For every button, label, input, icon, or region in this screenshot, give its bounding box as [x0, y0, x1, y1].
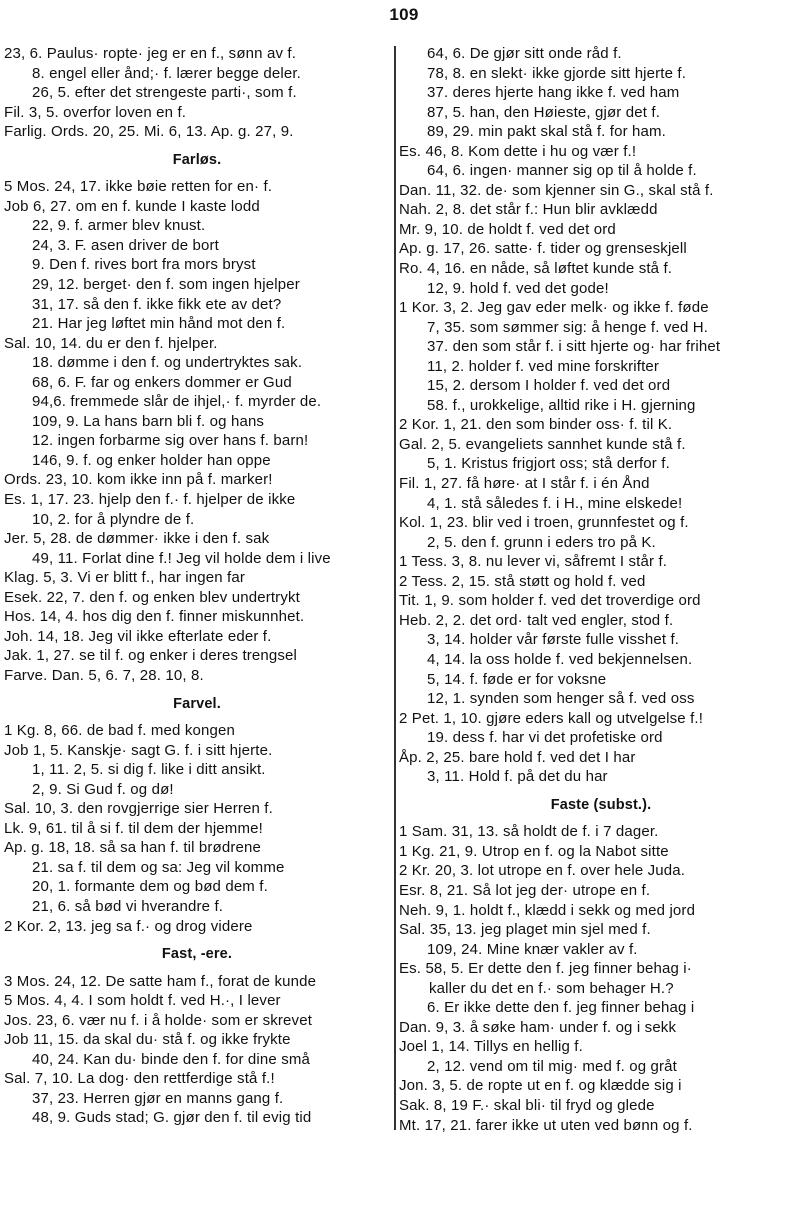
- entry-line: Esek. 22, 7. den f. og enken blev undertrykt: [4, 588, 300, 606]
- entry-line: 3, 11. Hold f. på det du har: [427, 768, 608, 786]
- entry-line: Ap. g. 18, 18. så sa han f. til brødrene: [4, 839, 261, 857]
- entry-line: 8. engel eller ånd;· f. lærer begge deler.: [32, 64, 301, 82]
- entry-line: Esr. 8, 21. Så lot jeg der· utrope en f.: [399, 881, 651, 899]
- entry-line: 4, 14. la oss holde f. ved bekjennelsen.: [427, 650, 693, 668]
- entry-line: 1 Tess. 3, 8. nu lever vi, såfremt I står f.: [399, 553, 668, 571]
- entry-line: 1 Kor. 3, 2. Jeg gav eder melk· og ikke f. føde: [399, 299, 709, 317]
- entry-line: 5 Mos. 4, 4. I som holdt f. ved H.·, I lever: [4, 992, 281, 1010]
- entry-line: 31, 17. så den f. ikke fikk ete av det?: [32, 295, 282, 313]
- entry-line: Tit. 1, 9. som holder f. ved det troverdige ord: [399, 592, 701, 610]
- entry-line: Job 11, 15. da skal du· stå f. og ikke frykte: [4, 1031, 291, 1049]
- entry-line: 40, 24. Kan du· binde den f. for dine små: [32, 1050, 310, 1068]
- entry-line: 12, 9. hold f. ved det gode!: [427, 279, 609, 297]
- entry-line: 21. sa f. til dem og sa: Jeg vil komme: [32, 858, 285, 876]
- section-heading: Farløs.: [172, 151, 222, 168]
- entry-line: Jos. 23, 6. vær nu f. i å holde· som er skrevet: [4, 1011, 313, 1029]
- entry-line: Farlig. Ords. 20, 25. Mi. 6, 13. Ap. g. 27, 9.: [4, 123, 294, 141]
- section-heading: Faste (subst.).: [550, 796, 652, 813]
- entry-line: 37. den som står f. i sitt hjerte og· har frihet: [427, 338, 721, 356]
- entry-line: 68, 6. F. far og enkers dommer er Gud: [32, 373, 292, 391]
- entry-line: 3 Mos. 24, 12. De satte ham f., forat de kunde: [4, 972, 317, 990]
- entry-line: Sal. 10, 3. den rovgjerrige sier Herren f.: [4, 800, 273, 818]
- entry-line: Fil. 3, 5. overfor loven en f.: [4, 103, 187, 121]
- entry-line: 24, 3. F. asen driver de bort: [32, 236, 219, 254]
- entry-line: Ro. 4, 16. en nåde, så løftet kunde stå f.: [399, 260, 673, 278]
- entry-line: Job 1, 5. Kanskje· sagt G. f. i sitt hjerte.: [4, 741, 273, 759]
- entry-line: 26, 5. efter det strengeste parti·, som f.: [32, 84, 297, 102]
- entry-line: Es. 58, 5. Er dette den f. jeg finner behag i·: [399, 960, 692, 978]
- entry-line: Mr. 9, 10. de holdt f. ved det ord: [399, 220, 616, 238]
- entry-line: 94,6. fremmede slår de ihjel,· f. myrder de.: [32, 393, 322, 411]
- entry-line: Es. 1, 17. 23. hjelp den f.· f. hjelper de ikke: [4, 491, 296, 509]
- entry-line: Dan. 11, 32. de· som kjenner sin G., skal stå f.: [399, 181, 714, 199]
- entry-line: 37, 23. Herren gjør en manns gang f.: [32, 1089, 284, 1107]
- entry-line: Sal. 7, 10. La dog· den rettferdige stå f.!: [4, 1070, 275, 1088]
- entry-line: 89, 29. min pakt skal stå f. for ham.: [427, 123, 666, 141]
- entry-line: Joh. 14, 18. Jeg vil ikke efterlate eder f.: [4, 627, 272, 645]
- entry-line: Ords. 23, 10. kom ikke inn på f. marker!: [4, 471, 273, 489]
- entry-line: 2 Tess. 2, 15. stå støtt og hold f. ved: [399, 572, 646, 590]
- entry-line: 18. dømme i den f. og undertryktes sak.: [32, 354, 303, 372]
- entry-line: 21, 6. så bød vi hverandre f.: [32, 897, 224, 915]
- entry-line: 15, 2. dersom I holder f. ved det ord: [427, 377, 671, 395]
- entry-line: 4, 1. stå således f. i H., mine elskede!: [427, 494, 683, 512]
- entry-line: kaller du det en f.· som behager H.?: [429, 979, 674, 997]
- entry-line: Gal. 2, 5. evangeliets sannhet kunde stå f.: [399, 435, 686, 453]
- entry-line: 3, 14. holder vår første fulle visshet f.: [427, 631, 680, 649]
- entry-line: 22, 9. f. armer blev knust.: [32, 217, 206, 235]
- entry-line: Jak. 1, 27. se til f. og enker i deres trengsel: [4, 647, 298, 665]
- entry-line: 87, 5. han, den Høieste, gjør det f.: [427, 103, 661, 121]
- entry-line: Dan. 9, 3. å søke ham· under f. og i sekk: [399, 1018, 677, 1036]
- entry-line: 1, 11. 2, 5. si dig f. like i ditt ansikt.: [32, 761, 266, 779]
- entry-line: 7, 35. som sømmer sig: å henge f. ved H.: [427, 318, 709, 336]
- entry-line: 78, 8. en slekt· ikke gjorde sitt hjerte f.: [427, 64, 687, 82]
- entry-line: Job 6, 27. om en f. kunde I kaste lodd: [4, 197, 260, 215]
- entry-line: 5, 14. f. føde er for voksne: [427, 670, 607, 688]
- entry-line: Heb. 2, 2. det ord· talt ved engler, stod f.: [399, 611, 674, 629]
- entry-line: Mt. 17, 21. farer ikke ut uten ved bønn og f.: [399, 1116, 693, 1134]
- column-divider: [394, 46, 396, 1130]
- entry-line: Lk. 9, 61. til å si f. til dem der hjemme!: [4, 819, 263, 837]
- entry-line: 2, 12. vend om til mig· med f. og gråt: [427, 1057, 677, 1075]
- entry-line: 20, 1. formante dem og bød dem f.: [32, 878, 268, 896]
- entry-line: 1 Kg. 8, 66. de bad f. med kongen: [4, 722, 235, 740]
- section-heading: Farvel.: [173, 695, 221, 712]
- entry-line: 48, 9. Guds stad; G. gjør den f. til evig tid: [32, 1109, 312, 1127]
- entry-line: 64, 6. ingen· manner sig op til å holde f.: [427, 162, 697, 180]
- entry-line: 146, 9. f. og enker holder han oppe: [32, 451, 271, 469]
- entry-line: Neh. 9, 1. holdt f., klædd i sekk og med jord: [399, 901, 696, 919]
- entry-line: Sal. 10, 14. du er den f. hjelper.: [4, 334, 218, 352]
- entry-line: Fil. 1, 27. få høre· at I står f. i én Ånd: [399, 475, 650, 493]
- entry-line: 6. Er ikke dette den f. jeg finner behag i: [427, 999, 695, 1017]
- entry-line: 109, 9. La hans barn bli f. og hans: [32, 412, 265, 430]
- entry-line: 10, 2. for å plyndre de f.: [32, 510, 195, 528]
- entry-line: Sak. 8, 19 F.· skal bli· til fryd og glede: [399, 1096, 655, 1114]
- entry-line: Joel 1, 14. Tillys en hellig f.: [399, 1038, 583, 1056]
- entry-line: 58. f., urokkelige, alltid rike i H. gjerning: [427, 396, 696, 414]
- entry-line: 23, 6. Paulus· ropte· jeg er en f., sønn av f.: [4, 45, 297, 62]
- entry-line: Åp. 2, 25. bare hold f. ved det I har: [399, 748, 636, 766]
- page-number: 109: [389, 5, 419, 24]
- entry-line: 12, 1. synden som henger så f. ved oss: [427, 690, 695, 708]
- entry-line: Jer. 5, 28. de dømmer· ikke i den f. sak: [4, 530, 270, 548]
- entry-line: 1 Kg. 21, 9. Utrop en f. og la Nabot sitte: [399, 842, 669, 860]
- entry-line: Jon. 3, 5. de ropte ut en f. og klædde sig i: [399, 1077, 682, 1095]
- entry-line: 1 Sam. 31, 13. så holdt de f. i 7 dager.: [399, 823, 659, 841]
- entry-line: 5 Mos. 24, 17. ikke bøie retten for en· f.: [4, 178, 273, 196]
- entry-line: 49, 11. Forlat dine f.! Jeg vil holde dem i live: [32, 549, 331, 567]
- entry-line: 2 Kor. 1, 21. den som binder oss· f. til K.: [399, 416, 673, 434]
- entry-line: Hos. 14, 4. hos dig den f. finner miskunnhet.: [4, 608, 305, 626]
- entry-line: Es. 46, 8. Kom dette i hu og vær f.!: [399, 142, 637, 160]
- entry-line: 64, 6. De gjør sitt onde råd f.: [427, 45, 622, 62]
- entry-line: 5, 1. Kristus frigjort oss; stå derfor f.: [427, 455, 670, 473]
- entry-line: 109, 24. Mine knær vakler av f.: [427, 940, 638, 958]
- entry-line: 29, 12. berget· den f. som ingen hjelper: [32, 276, 300, 294]
- entry-line: 2 Kr. 20, 3. lot utrope en f. over hele Juda.: [399, 862, 686, 880]
- entry-line: Klag. 5, 3. Vi er blitt f., har ingen far: [4, 569, 246, 587]
- entry-line: Kol. 1, 23. blir ved i troen, grunnfestet og f.: [399, 514, 689, 532]
- entry-line: 19. dess f. har vi det profetiske ord: [427, 729, 663, 747]
- entry-line: Sal. 35, 13. jeg plaget min sjel med f.: [399, 921, 651, 939]
- entry-line: 9. Den f. rives bort fra mors bryst: [32, 256, 256, 274]
- entry-line: 2, 5. den f. grunn i eders tro på K.: [427, 533, 656, 551]
- left-column: [4, 44, 390, 1128]
- entry-line: 12. ingen forbarme sig over hans f. barn!: [32, 432, 309, 450]
- entry-line: 2 Pet. 1, 10. gjøre eders kall og utvelgelse f.!: [399, 709, 704, 727]
- entry-line: Farve. Dan. 5, 6. 7, 28. 10, 8.: [4, 666, 204, 684]
- entry-line: Ap. g. 17, 26. satte· f. tider og grenseskjell: [399, 240, 687, 258]
- entry-line: 2 Kor. 2, 13. jeg sa f.· og drog videre: [4, 917, 253, 935]
- section-heading: Fast, -ere.: [161, 946, 233, 963]
- entry-line: 21. Har jeg løftet min hånd mot den f.: [32, 315, 286, 333]
- entry-line: Nah. 2, 8. det står f.: Hun blir avklædd: [399, 201, 658, 219]
- entry-line: 37. deres hjerte hang ikke f. ved ham: [427, 84, 680, 102]
- right-column: [399, 44, 803, 1135]
- entry-line: 11, 2. holder f. ved mine forskrifter: [427, 357, 660, 375]
- entry-line: 2, 9. Si Gud f. og dø!: [32, 780, 174, 798]
